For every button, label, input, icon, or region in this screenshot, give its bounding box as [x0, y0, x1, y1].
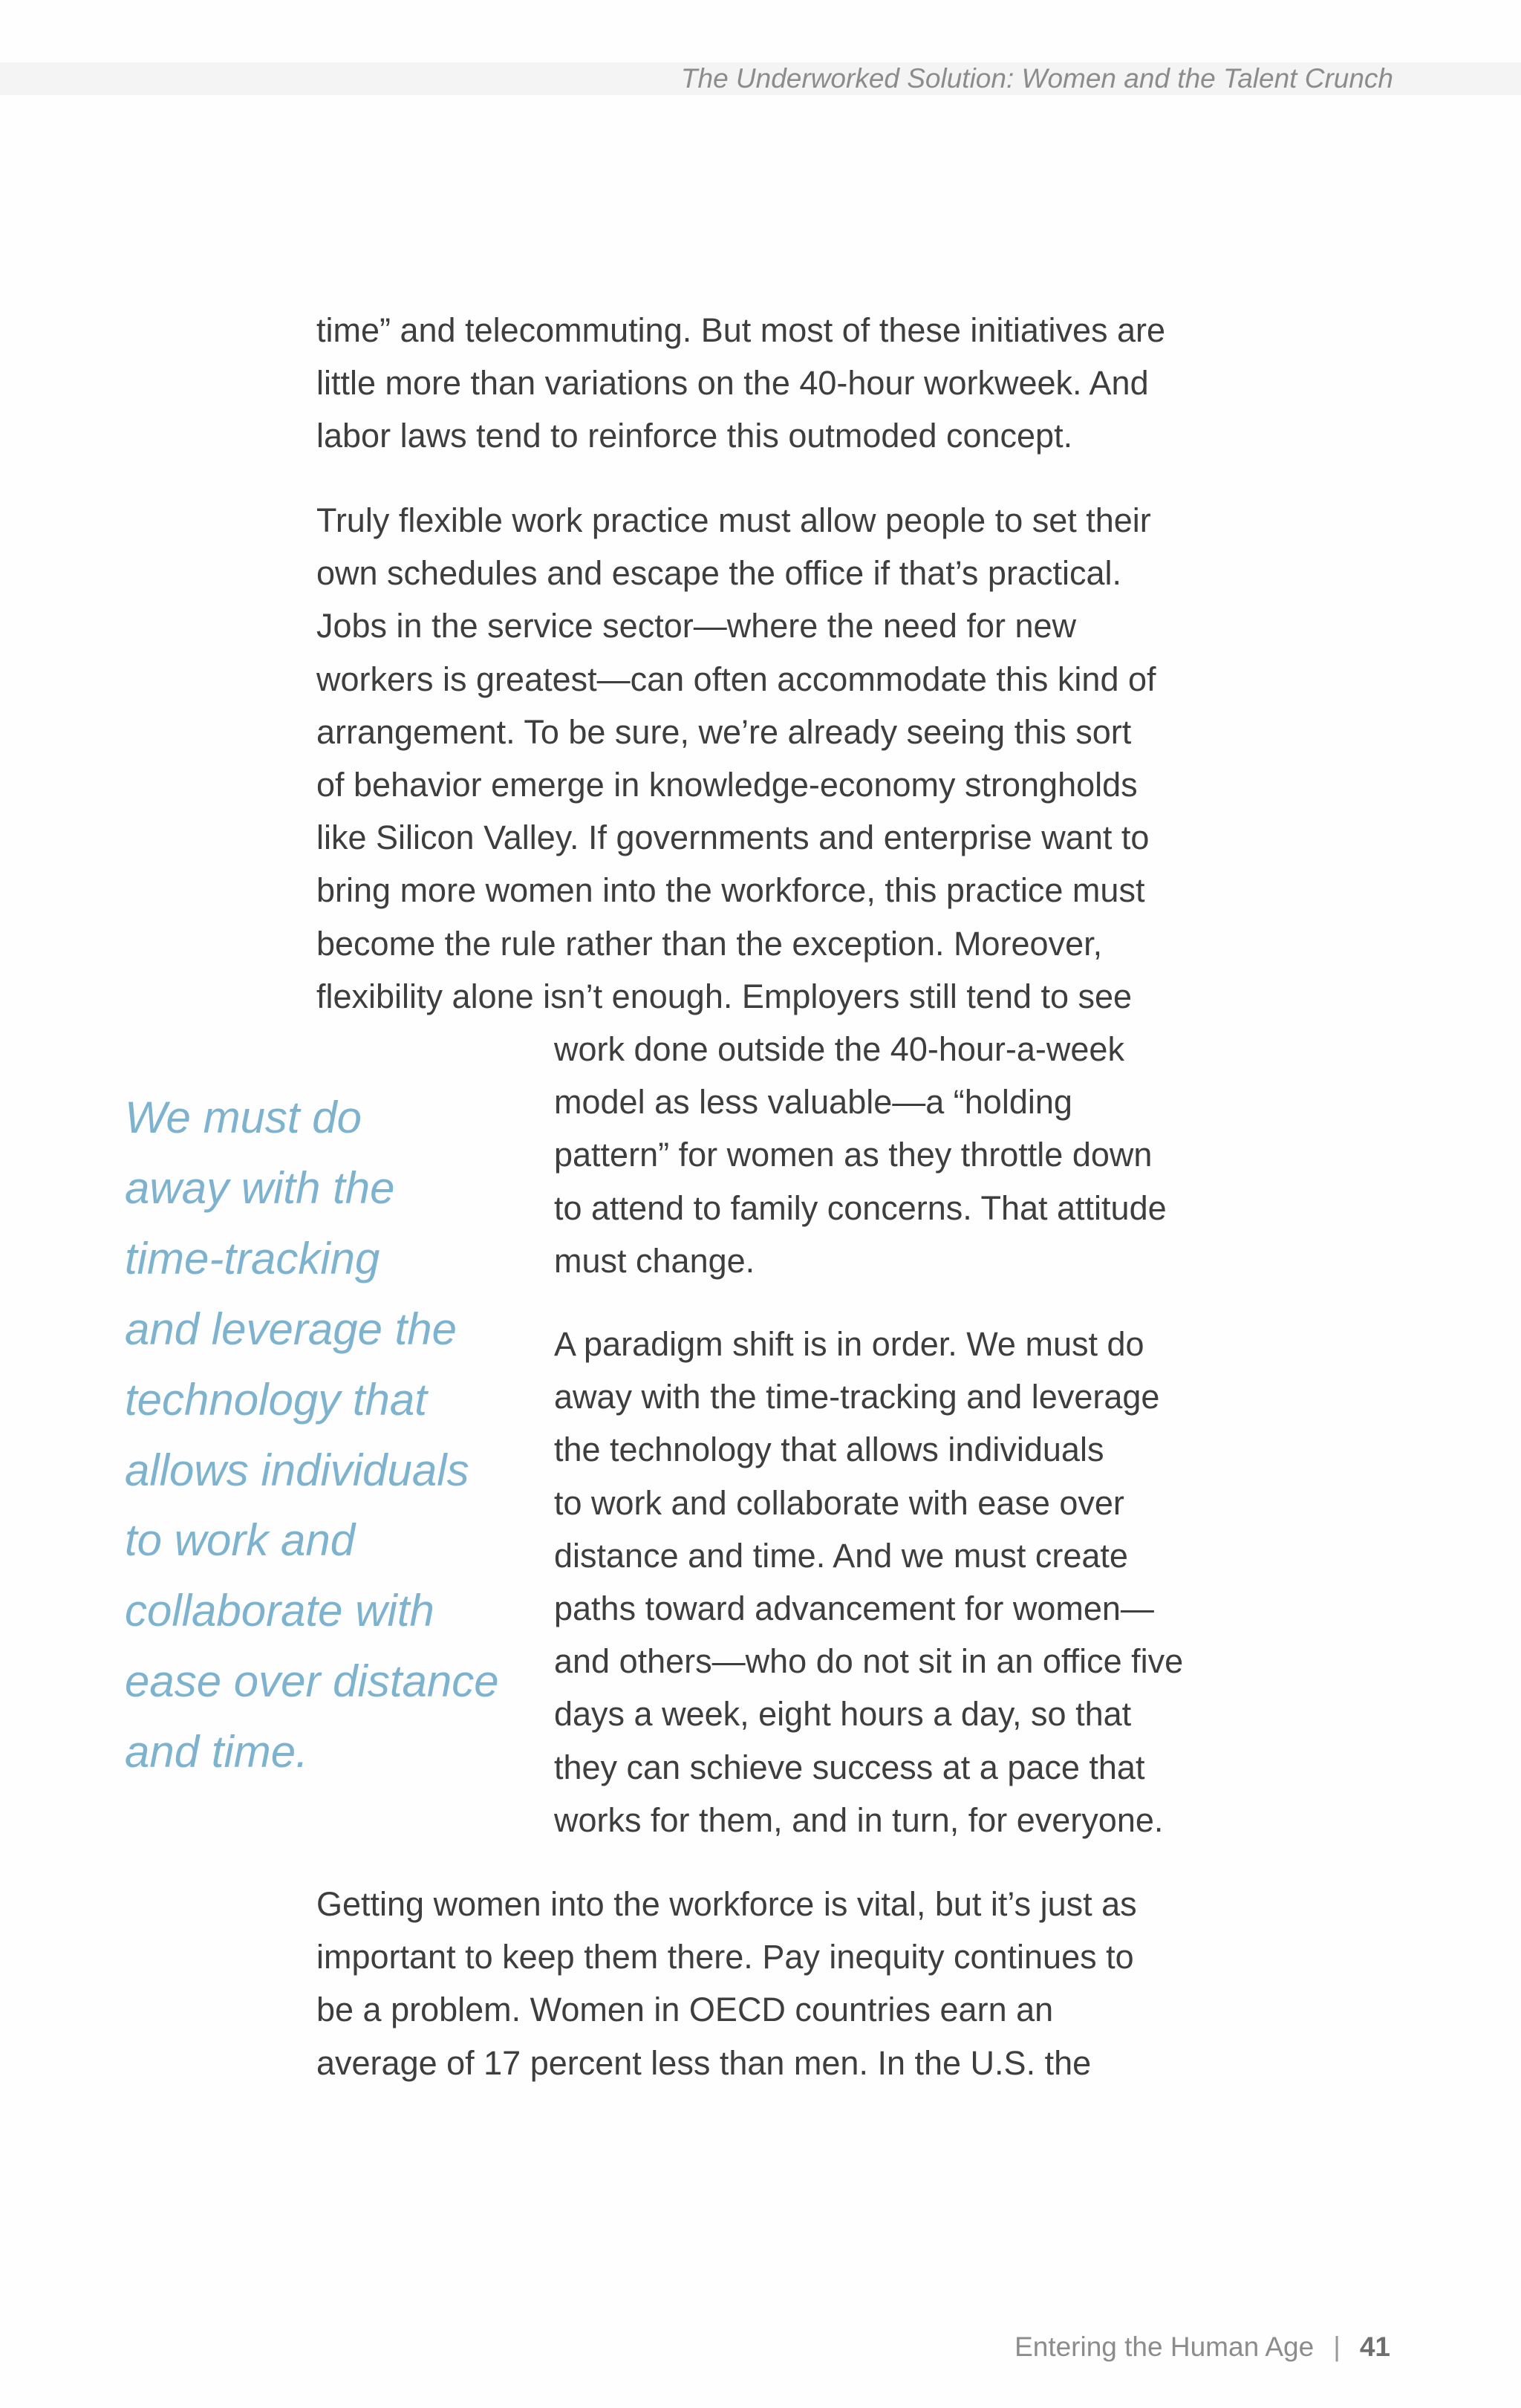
body-paragraph-3 [554, 1318, 1183, 1846]
pull-quote-line: away with the [125, 1162, 395, 1213]
text-line: they can schieve success at a pace that [554, 1748, 1145, 1786]
text-line: Truly flexible work practice must allow people to set their [316, 501, 1151, 539]
pull-quote-line: collaborate with [125, 1586, 434, 1636]
body-paragraph-1 [316, 304, 1165, 463]
text-line: arrangement. To be sure, we’re already seeing this sort [316, 712, 1132, 751]
pull-quote-line: allows individuals [125, 1445, 469, 1495]
text-line: to attend to family concerns. That attitude [554, 1188, 1167, 1227]
pull-quote [125, 1083, 499, 1788]
pull-quote-line: technology that [125, 1374, 427, 1425]
text-line: works for them, and in turn, for everyone. [554, 1800, 1164, 1839]
text-line: average of 17 percent less than men. In the U.S. the [316, 2043, 1092, 2082]
pull-quote-line: and time. [125, 1727, 308, 1777]
text-line: distance and time. And we must create [554, 1536, 1128, 1575]
pull-quote-line: We must do [125, 1093, 362, 1142]
text-line: labor laws tend to reinforce this outmoded concept. [316, 417, 1073, 455]
text-line: away with the time-tracking and leverage [554, 1378, 1160, 1416]
running-head: The Underworked Solution: Women and the Talent Crunch [680, 63, 1393, 94]
text-line: pattern” for women as they throttle down [554, 1136, 1153, 1174]
text-line: become the rule rather than the exception. Moreover, [316, 924, 1103, 963]
text-line: and others—who do not sit in an office five [554, 1642, 1184, 1681]
text-line: A paradigm shift is in order. We must do [554, 1325, 1144, 1363]
publication-title: Entering the Human Age [1014, 2331, 1315, 2362]
text-line: days a week, eight hours a day, so that [554, 1695, 1132, 1734]
pull-quote-line: time-tracking [125, 1233, 380, 1283]
page-footer [1014, 2325, 1390, 2369]
text-line: to work and collaborate with ease over [554, 1483, 1124, 1522]
text-line: model as less valuable—a “holding [554, 1083, 1072, 1122]
text-line: bring more women into the workforce, this practice must [316, 871, 1145, 910]
text-line: time” and telecommuting. But most of these initiatives are [316, 311, 1166, 349]
text-line: important to keep them there. Pay inequity continues to [316, 1938, 1134, 1976]
text-line: Getting women into the workforce is vital, but it’s just as [316, 1885, 1137, 1923]
footer-separator: | [1333, 2331, 1341, 2362]
text-line: must change. [554, 1241, 755, 1280]
text-line: little more than variations on the 40-hour workweek. And [316, 364, 1149, 403]
text-line: be a problem. Women in OECD countries earn an [316, 1991, 1054, 2029]
body-paragraph-2 [316, 494, 1156, 1023]
text-line: work done outside the 40-hour-a-week [554, 1030, 1124, 1068]
pull-quote-line: to work and [125, 1515, 356, 1566]
text-line: the technology that allows individuals [554, 1431, 1104, 1469]
page-number: 41 [1359, 2331, 1390, 2362]
text-line: paths toward advancement for women— [554, 1589, 1154, 1628]
text-line: of behavior emerge in knowledge-economy strongholds [316, 766, 1138, 804]
text-line: like Silicon Valley. If governments and enterprise want to [316, 819, 1150, 857]
pull-quote-line: and leverage the [125, 1304, 457, 1354]
text-line: workers is greatest—can often accommodate this kind of [316, 660, 1156, 698]
body-paragraph-2-continued [554, 1023, 1167, 1287]
text-line: own schedules and escape the office if that’s practical. [316, 554, 1121, 593]
body-paragraph-4 [316, 1878, 1137, 2089]
text-line: Jobs in the service sector—where the need for new [316, 607, 1077, 645]
pull-quote-line: ease over distance [125, 1656, 499, 1707]
text-line: flexibility alone isn’t enough. Employers still tend to see [316, 977, 1133, 1015]
